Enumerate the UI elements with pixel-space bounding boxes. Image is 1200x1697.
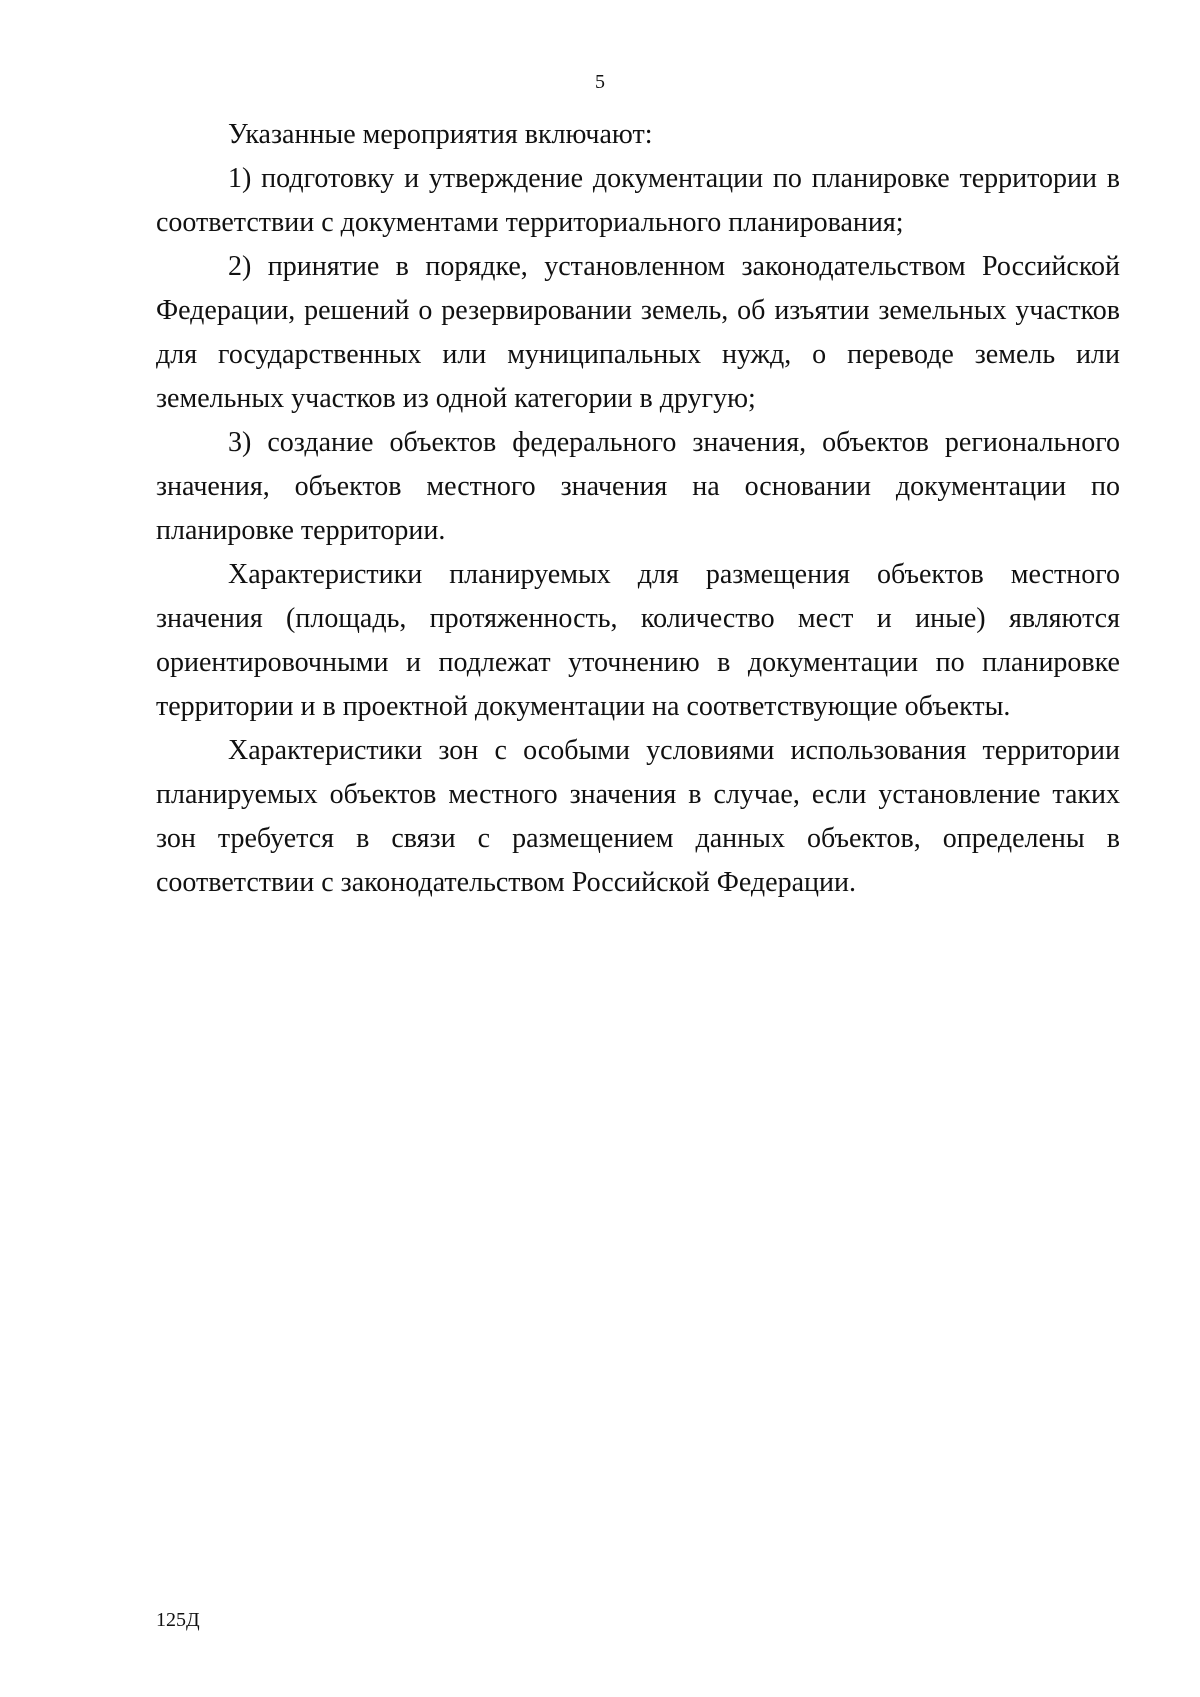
paragraph-intro: Указанные мероприятия включают: [228,119,653,150]
footer-code: 125Д [156,1609,200,1631]
paragraph-item-2: 2) принятие в порядке, установленном законодательством Российской Федерации, решений о резервировании земель, об изъятии земельных участков для государственных или муниципальных нужд, о переводе земель или земельных участков из одной категории в другую; [156,251,1120,414]
paragraph-item-3: 3) создание объектов федерального значения, объектов регионального значения, объектов местного значения на основании документации по планировке территории. [156,427,1120,546]
paragraph-characteristics-zones: Характеристики зон с особыми условиями использования территории планируемых объектов местного значения в случае, если установление таких зон требуется в связи с размещением данных объектов, определены в соответствии с законодательством Российской Федерации. [156,735,1120,898]
paragraph-item-1: 1) подготовку и утверждение документации по планировке территории в соответствии с документами территориального планирования; [156,163,1120,238]
document-body [156,113,1120,905]
paragraph-characteristics-objects: Характеристики планируемых для размещения объектов местного значения (площадь, протяженность, количество мест и иные) являются ориентировочными и подлежат уточнению в документации по планировке территории и в проектной документации на соответствующие объекты. [156,559,1120,722]
page-number: 5 [595,71,605,93]
